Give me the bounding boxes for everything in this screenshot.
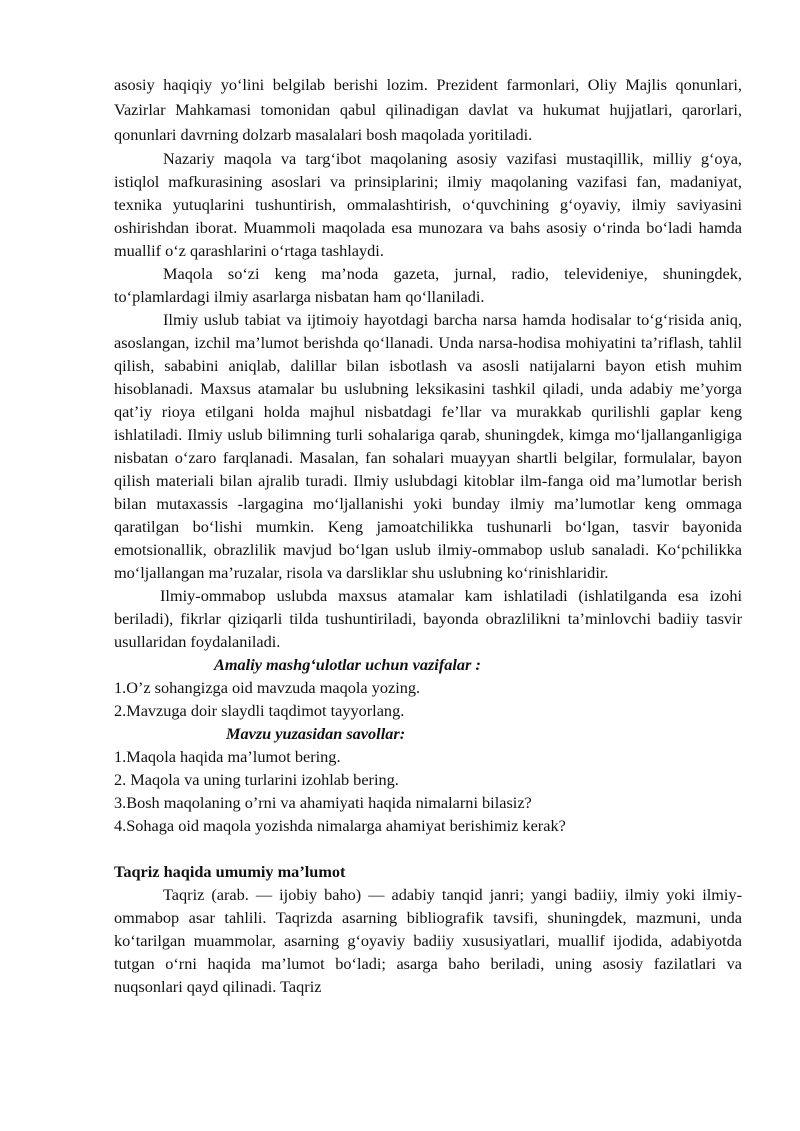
section-spacer [114,837,742,860]
questions-heading: Mavzu yuzasidan savollar: [226,724,406,743]
question-item: 2. Maqola va uning turlarini izohlab bering. [114,770,399,789]
practice-task: 1.O’z sohangizga oid mavzuda maqola yozing. [114,678,421,697]
paragraph-ilmiy-uslub: Ilmiy uslub tabiat va ijtimoiy hayotdagi barcha narsa hamda hodisalar to‘g‘risida aniq, asoslangan, izchil ma’lumot berishda qo‘llanadi. Unda narsa-hodisa mohiyatini ta’riflash, tahlil qilish, sababini aniqlab, dalillar bilan isbotlash va asosli natijalarni bayon etish muhim hisoblanadi. Maxsus atamalar bu uslubning leksikasini tashkil qiladi, unda adabiy me’yorga qat’iy rioya etilgani holda majhul nisbatdagi fe’llar va murakkab qurilishli gaplar keng ishlatiladi. Ilmiy uslub bilimning turli sohalariga qarab, shuningdek, kimga mo‘ljallanganligiga nisbatan o‘zaro farqlanadi. Masalan, fan sohalari muayyan shartli belgilar, formulalar, bayon qilish materiali bilan ajralib turadi. Ilmiy uslubdagi kitoblar ilm-fanga oid ma’lumotlar berish bilan mutaxassis -largagina mo‘ljallanishi yoki bunday ilmiy ma’lumotlar keng ommaga qaratilgan bo‘lishi mumkin. Keng jamoatchilikka tushunarli bo‘lgan, tasvir bayonida emotsionallik, obrazlilik mavjud bo‘lgan uslub ilmiy-ommabop uslub sanaladi. Ko‘pchilikka mo‘ljallangan ma’ruzalar, risola va darsliklar shu uslubning ko‘rinishlaridir. [114,310,742,582]
paragraph-maqola-sozi: Maqola so‘zi keng ma’noda gazeta, jurnal, radio, televideniye, shuningdek, to‘plamlardagi ilmiy asarlarga nisbatan ham qo‘llaniladi. [114,264,742,306]
paragraph-nazariy-maqola: Nazariy maqola va targ‘ibot maqolaning asosiy vazifasi mustaqillik, milliy g‘oya, istiqlol mafkurasining asoslari va prinsiplarini; ilmiy maqolaning vazifasi fan, madaniyat, texnika yutuqlarini tushuntirish, ommalashtirish, o‘quvchining g‘oyaviy, ilmiy saviyasini oshirishdan iborat. Muammoli maqolada esa munozara va bahs asosiy o‘rinda bo‘ladi hamda muallif o‘z qarashlarini o‘rtaga tashlaydi. [114,149,742,260]
question-item: 4.Sohaga oid maqola yozishda nimalarga ahamiyat berishimiz kerak? [114,816,566,835]
document-page [114,72,742,998]
paragraph-taqriz: Taqriz (arab. — ijobiy baho) — adabiy tanqid janri; yangi badiiy, ilmiy yoki ilmiy-ommabop asar tahlili. Taqrizda asarning bibliografik tavsifi, shuningdek, mazmuni, unda ko‘tarilgan muammolar, asarning g‘oyaviy badiiy xususiyatlari, muallif ijodida, adabiyotda tutgan o‘rni haqida ma’lumot bo‘ladi; asarga baho beriladi, uning asosiy fazilatlari va nuqsonlari qayd qilinadi. Taqriz [114,885,742,996]
paragraph-ilmiy-ommabop: Ilmiy-ommabop uslubda maxsus atamalar kam ishlatiladi (ishlatilganda esa izohi beriladi), fikrlar qiziqarli tilda tushuntiriladi, bayonda obrazlilikni ta’minlovchi badiiy tasvir usullaridan foydalaniladi. [114,586,742,651]
question-item: 1.Maqola haqida ma’lumot bering. [114,747,341,766]
practice-task: 2.Mavzuga doir slaydli taqdimot tayyorlang. [114,701,405,720]
paragraph-bosh-maqola: asosiy haqiqiy yo‘lini belgilab berishi lozim. Prezident farmonlari, Oliy Majlis qonunlari, Vazirlar Mahkamasi tomonidan qabul qilinadigan davlat va hukumat hujjatlari, qarorlari, qonunlari davrning dolzarb masalalari bosh maqolada yoritiladi. [114,75,742,144]
review-heading: Taqriz haqida umumiy ma’lumot [114,862,346,881]
practice-heading: Amaliy mashg‘ulotlar uchun vazifalar : [214,655,481,674]
question-item: 3.Bosh maqolaning o’rni va ahamiyati haqida nimalarni bilasiz? [114,793,532,812]
